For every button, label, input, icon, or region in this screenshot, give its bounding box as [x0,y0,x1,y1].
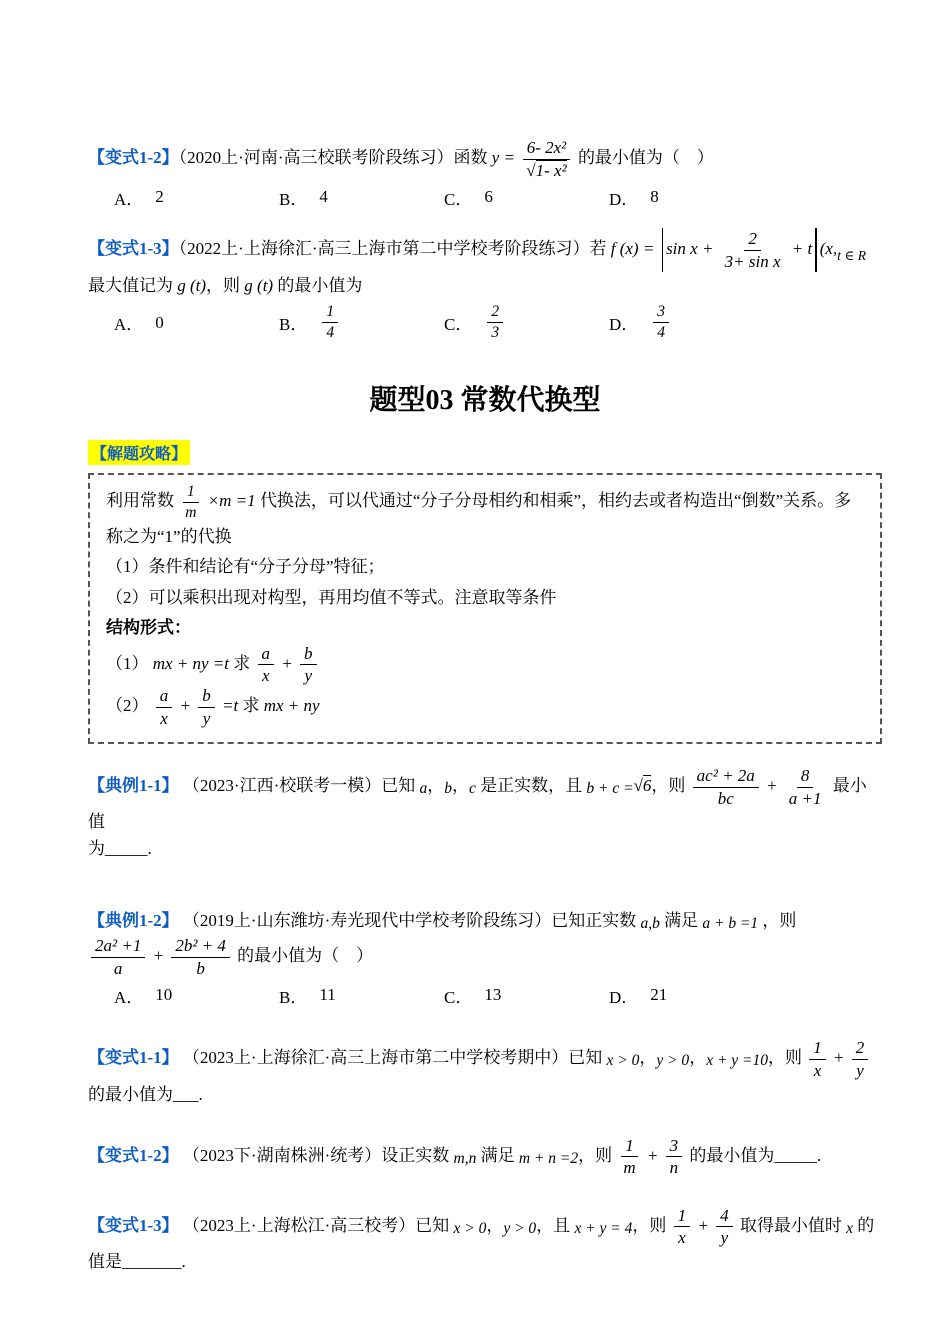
text: 代换法，可以代通过“分子分母相约和相乘”，相约去或者构造出“倒数”关系。多 [259,491,852,511]
fraction-denominator: y [202,708,211,728]
fraction-denominator: x [262,666,270,686]
fraction-denominator: y [720,1228,729,1248]
math-domain-t: t ∈ R [837,248,866,263]
problem-statement [88,1206,882,1248]
math-plus: + [179,695,191,715]
fraction [619,1136,639,1178]
problem-source: （2020上·河南·高三校联考阶段练习）函数 [178,147,488,167]
problem-bianshi-1-2 [88,138,882,210]
item-number: （1） [106,653,149,673]
option-key: B． [279,189,308,209]
option-value: 21 [650,985,668,1005]
text: 是正实数，且 [480,776,583,796]
fraction-numerator: 1 [674,1206,691,1228]
option-c [444,983,609,1008]
problem-source: （2022上·上海徐汇·高三上海市第二中学校考阶段练习）若 [178,239,607,258]
fraction-denominator: x [678,1228,686,1248]
fraction-denominator: y [304,666,313,686]
strategy-badge: 【解题攻略】 [88,440,190,465]
math-plus: + [833,1048,845,1068]
strategy-badge-row [88,440,882,473]
text: 的最小值为_____. [689,1145,822,1165]
fraction-numerator: ac² + 2a [693,766,759,788]
problem-source: （2023·江西·校联考一模）已知 [182,776,416,796]
answer-blank-line: 为_____. [88,839,152,859]
fraction-numerator: 1 [809,1038,826,1060]
fraction-denominator: m [185,503,197,521]
text: 取得最小值时 [739,1215,842,1235]
problem-label: 【典例1-1】 [88,776,179,796]
option-key: A． [114,987,144,1007]
option-a [114,185,279,210]
fraction-numerator: 2 [487,303,503,323]
math-expr: mx + ny [263,695,320,715]
problem-statement [88,1038,882,1080]
math-vars: m,n [453,1149,477,1167]
math-plus-t: + t [791,239,813,258]
fraction-numerator: 2a² +1 [91,936,145,958]
fraction [171,936,230,978]
text: ， [639,1048,657,1068]
text: 最大值记为 [88,276,173,296]
item-number: （2） [106,695,149,715]
strategy-form-1 [106,644,864,686]
problem-bianshi2-1-3 [88,1206,882,1275]
problem-source: （2019上·山东潍坊·寿光现代中学校考阶段练习）已知正实数 [182,910,637,930]
text: 满足 [664,910,699,930]
options-row [114,982,882,1008]
text: ， [452,776,469,796]
math-condition: y > 0 [656,1052,690,1070]
fraction [300,644,317,686]
math-condition: m + n =2 [518,1149,579,1167]
math-condition: x > 0 [453,1219,487,1237]
fraction [198,686,215,728]
fraction [721,229,785,271]
problem-bianshi-1-3 [88,228,882,342]
math-fx: f (x) = [610,239,655,258]
problem-bianshi2-1-2 [88,1136,882,1178]
math-condition: x + y =10 [706,1052,768,1070]
options-row [114,184,882,210]
fraction-denominator: 4 [326,324,335,342]
option-value: 13 [484,985,502,1005]
problem-statement [88,1136,882,1178]
math-plus: + [766,776,778,796]
strategy-forms-title: 结构形式： [106,618,191,638]
text: ，则 [762,910,797,930]
sqrt-radicand: 6 [642,776,652,796]
answer-blank-line: 值是_______. [88,1251,186,1271]
text: 的最小值为（ ） [237,946,374,966]
sqrt-sign: √ [526,160,536,180]
fraction-denominator: a [113,958,123,978]
fraction-denominator: x [813,1061,822,1080]
option-key: D． [609,315,639,335]
fraction-numerator: 1 [322,303,338,323]
fraction-denominator: 3 [491,324,500,342]
option-key: D． [609,987,639,1007]
text: ，则 [651,776,686,796]
option-value: 11 [319,985,336,1005]
option-value: 8 [650,187,659,207]
option-key: C． [444,189,473,209]
answer-blank-line: 的最小值为___. [88,1084,203,1104]
fraction [181,483,200,522]
fraction-denominator: 3+ sin x [724,251,781,271]
strategy-box [88,473,882,744]
fraction-numerator: 2b² + 4 [171,936,230,958]
text: 满足 [480,1145,515,1165]
option-fraction [487,303,503,342]
math-condition: y > 0 [503,1219,537,1237]
math-condition: a + b =1 [702,914,759,932]
problem-label: 【典例1-2】 [88,910,179,930]
math-var-a: a [419,780,428,798]
fraction-numerator: 6- 2x² [523,138,571,160]
fraction-numerator: 2 [744,229,761,251]
math-gt: g (t) [244,276,274,296]
problem-label: 【变式1-1】 [88,1048,179,1068]
math-var-b: b [444,780,452,798]
fraction-denominator: y [856,1061,864,1080]
math-gt: g (t) [177,276,207,296]
option-a [114,983,279,1008]
fraction-denominator: m [623,1158,636,1178]
problem-dianli-1-2 [88,907,882,1009]
math-plus: + [152,946,165,966]
option-key: B． [279,315,308,335]
fraction-numerator: 3 [653,303,669,323]
problem-statement [88,228,882,272]
math-condition: x + y = 4 [574,1219,633,1237]
math-sin-lead: sin x + [666,239,714,258]
problem-source: （2023上·上海松江·高三校考）已知 [182,1215,450,1235]
option-fraction [322,303,338,342]
option-b [279,185,444,210]
fraction-denominator [522,160,570,181]
text: ， [427,776,445,796]
text: ，且 [536,1215,571,1235]
strategy-item-1: （1）条件和结论有“分子分母”特征； [106,557,385,577]
option-fraction [653,303,669,342]
sqrt-sign: √ [633,776,643,796]
math-eq-t: =t [221,695,239,715]
strategy-item-2: （2）可以乘积出现对构型，再用均值不等式。注意取等条件 [106,587,557,607]
problem-statement [88,766,882,835]
fraction-numerator: 2 [852,1038,869,1060]
option-c [444,185,609,210]
text: 求 [242,695,260,715]
option-d [609,983,774,1008]
problem-source: （2023上·上海徐汇·高三上海市第二中学校考期中）已知 [182,1048,603,1068]
option-d [609,303,774,342]
option-a [114,310,279,335]
fraction-numerator: 4 [716,1206,733,1228]
problem-label: 【变式1-3】 [88,239,179,258]
problem-statement [88,138,882,180]
fraction-numerator: a [258,644,275,666]
option-key: C． [444,315,473,335]
options-row [114,303,882,342]
option-key: D． [609,189,639,209]
option-d [609,185,774,210]
text: ，则 [632,1215,667,1235]
fraction [785,766,826,808]
fraction [91,936,145,978]
fraction-numerator: a [156,686,173,708]
option-key: C． [444,987,473,1007]
fraction-denominator: a +1 [788,788,822,808]
abs-bar [815,228,817,272]
fraction-numerator: 1 [183,483,199,503]
fraction [852,1038,869,1080]
fraction-numerator: 3 [666,1136,683,1158]
text: ， [486,1215,504,1235]
problem-source: （2023下·湖南株洲·统考）设正实数 [182,1145,450,1165]
sqrt-radicand: 1- x² [535,160,567,180]
option-key: A． [114,189,144,209]
fraction-denominator: bc [717,788,734,808]
section-title: 题型03 常数代换型 [369,384,601,416]
math-lhs: y = [491,147,516,167]
fraction-denominator: 4 [657,324,666,342]
fraction-numerator: b [300,644,317,666]
problem-label: 【变式1-3】 [88,1215,179,1235]
problem-dianli-1-1 [88,766,882,862]
text: 的最小值为 [277,276,363,296]
problem-label: 【变式1-2】 [88,147,179,167]
text: ，则 [206,276,241,296]
fraction [809,1038,826,1080]
fraction [522,138,570,180]
problem-statement [88,907,882,937]
option-value: 10 [155,985,173,1005]
math-plus: + [646,1145,659,1165]
fraction-numerator: 8 [797,766,814,788]
problem-bianshi2-1-1 [88,1038,882,1107]
math-condition: x > 0 [606,1052,640,1070]
option-key: A． [114,315,144,335]
option-value: 2 [155,187,164,207]
text: ，则 [578,1145,613,1165]
math-expr: mx + ny =t [152,653,230,673]
strategy-paragraph-1b: 称之为“1”的代换 [106,526,232,546]
fraction-numerator: 1 [621,1136,638,1158]
text: 的 [857,1215,875,1235]
math-times-m: ×m =1 [207,491,256,511]
math-domain-x: (x, [819,239,838,258]
option-value: 4 [319,187,328,207]
math-var-x: x [846,1219,853,1237]
math-var-c: c [469,780,476,798]
problem-statement-line2 [88,936,882,978]
option-b [279,983,444,1008]
strategy-form-2 [106,686,864,728]
fraction [674,1206,691,1248]
problem-label: 【变式1-2】 [88,1145,179,1165]
option-value: 6 [484,187,493,207]
text: 求 [233,653,251,673]
option-key: B． [279,987,308,1007]
problem-statement-line2 [88,272,882,299]
fraction [258,644,275,686]
strategy-paragraph-1 [106,483,864,522]
text: ，则 [768,1048,802,1068]
math-plus: + [697,1215,709,1235]
fraction [693,766,759,808]
fraction [156,686,173,728]
text: 利用常数 [106,491,174,511]
option-c [444,303,609,342]
text: ， [689,1048,707,1068]
math-plus: + [281,653,293,673]
problem-tail: 的最小值为（ ） [577,147,714,167]
option-b [279,303,444,342]
fraction-numerator: b [198,686,215,708]
text: 最小值 [88,776,867,832]
fraction-denominator: b [196,958,205,978]
option-value: 0 [155,312,164,332]
fraction [666,1136,683,1178]
fraction-denominator: x [160,708,168,728]
math-condition: b + c = [586,780,634,798]
fraction [716,1206,733,1248]
sqrt [634,775,652,795]
abs-bar [662,228,664,272]
fraction-denominator: n [669,1158,679,1178]
math-vars: a,b [640,914,660,932]
